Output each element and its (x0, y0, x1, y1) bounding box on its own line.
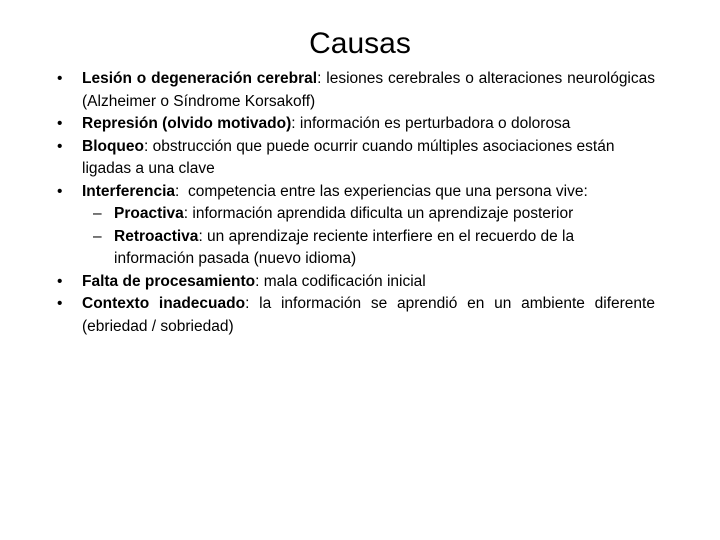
subitem-separator: : (198, 227, 203, 245)
item-text: competencia entre las experiencias que una persona vive: (179, 182, 588, 200)
item-separator: : (255, 272, 260, 290)
list-item (55, 181, 655, 204)
list-item (55, 293, 655, 338)
item-separator: : (144, 137, 149, 155)
bullet-icon: • (57, 182, 63, 200)
item-text: lesiones cerebrales o alteraciones neurológicas (Alzheimer o Síndrome Korsakoff) (82, 70, 655, 110)
subitem-text: información aprendida dificulta un aprendizaje posterior (188, 205, 574, 222)
bullet-icon: • (57, 70, 63, 87)
bullet-icon: • (57, 137, 63, 155)
item-term: Falta de procesamiento (82, 272, 256, 290)
item-text: la información se aprendió en un ambiente diferente (ebriedad / sobriedad) (82, 295, 655, 335)
subitem-term: Proactiva (114, 205, 184, 222)
subitem-separator: : (183, 205, 189, 222)
list-item (55, 271, 655, 294)
bullet-icon: • (57, 272, 63, 290)
item-text: obstrucción que puede ocurrir cuando múltiples asociaciones están ligadas a una clave (82, 137, 615, 177)
list-item (55, 113, 655, 136)
bullet-list (55, 68, 655, 338)
list-item (55, 136, 655, 181)
item-term: Bloqueo (82, 137, 144, 155)
item-term: Contexto inadecuado (82, 295, 246, 312)
slide-title: Causas (309, 27, 411, 60)
item-separator: : (245, 295, 250, 312)
bullet-icon: • (57, 295, 63, 312)
item-text: información es perturbadora o dolorosa (295, 115, 571, 132)
sub-list-item (55, 203, 655, 226)
dash-icon: – (93, 227, 102, 245)
subitem-term: Retroactiva (114, 227, 199, 245)
sub-list-item (55, 226, 655, 271)
item-term: Lesión o degeneración cerebral (82, 70, 318, 87)
item-separator: : (317, 70, 322, 87)
item-separator: : (175, 182, 180, 200)
dash-icon: – (93, 205, 102, 222)
list-item (55, 68, 655, 113)
item-text: mala codificación inicial (259, 272, 426, 290)
item-separator: : (291, 115, 296, 132)
subitem-text: un aprendizaje reciente interfiere en el recuerdo de la información pasada (nuevo idioma) (114, 227, 575, 267)
item-term: Interferencia (82, 182, 176, 200)
item-term: Represión (olvido motivado) (82, 115, 292, 132)
bullet-icon: • (57, 115, 63, 132)
